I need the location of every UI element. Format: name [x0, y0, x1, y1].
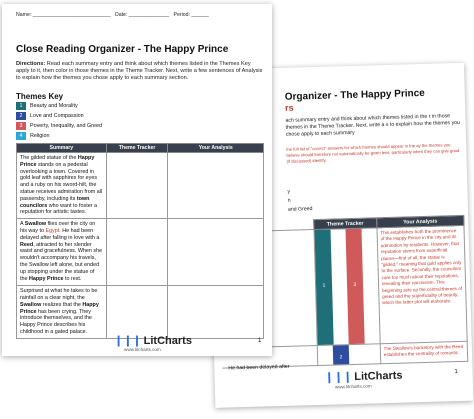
table-header-theme-tracker: Theme Tracker	[106, 144, 168, 153]
back-theme-tracker-cell	[317, 344, 380, 366]
themes-key-heading: Themes Key	[16, 92, 64, 101]
table-header-analysis: Your Analysis	[168, 144, 264, 153]
theme-key-item	[16, 122, 216, 130]
back-last-line: He had been delayed after	[228, 363, 290, 372]
theme-swatch-4: 4	[16, 132, 26, 140]
summary-cell: Surprised at what he takes to be rainfall on a clear night, the Swallow realizes that the Happy Prince has been crying. They introduce themselves, and the Happy Prince describes his childhood in a gated palace.	[17, 286, 107, 339]
litcharts-logo-icon: ❙❙❙	[114, 335, 142, 347]
theme-swatch-3: 3	[16, 122, 26, 130]
period-field: Period: ______	[173, 12, 209, 18]
theme-tracker-cell[interactable]	[106, 153, 168, 219]
back-analysis-cell: The Swallow's backstory with the Reed establishes the centrality of romantic	[380, 341, 468, 363]
theme-label: Beauty and Morality	[30, 103, 78, 109]
theme-label: Religion	[30, 133, 50, 139]
back-page-subtitle: rs	[284, 102, 294, 113]
back-page-directions: ach summary entry and think about which themes listed in the r in those themes in the Theme Tracker. Next, write a s to explain how the themes you chose apply to each summary	[285, 113, 461, 138]
date-field: Date: ______________	[114, 12, 170, 18]
back-footer-url: www.litcharts.com	[334, 383, 372, 390]
back-key-fragment: y	[287, 188, 291, 195]
analysis-cell[interactable]	[168, 153, 264, 219]
theme-label: Poverty, Inequality, and Greed	[30, 123, 103, 129]
directions-label: Directions:	[16, 61, 46, 67]
back-table-header-tracker: Theme Tracker	[314, 218, 377, 230]
table-row	[17, 286, 264, 339]
summary-cell: The gilded statue of the Happy Prince stands on a pedestal overlooking a town. Covered in gold leaf with sapphires for eyes and a ruby on his sword-hilt, the statue receives admiration from all passersby, including its town councilors who want to foster a reputation for artistic tastes.	[17, 153, 107, 219]
worksheet-header	[16, 12, 209, 18]
table-row	[17, 153, 264, 219]
back-page-teacher-note: the full list of "correct" answers for which themes should appear in the ay the themes you believe should therefore not automatically be given less, particularly when they can give good (if discussed) identify.	[286, 142, 460, 164]
back-tracker-bar-3: 3	[345, 229, 364, 344]
back-table-header-analysis: Your Analysis	[376, 215, 463, 227]
front-page-student-version	[2, 4, 272, 356]
analysis-cell[interactable]	[168, 286, 264, 339]
footer-url: www.litcharts.com	[124, 347, 161, 352]
theme-tracker-cell[interactable]	[106, 219, 168, 286]
page-title: Close Reading Organizer - The Happy Prince	[16, 44, 229, 55]
name-field: Name: ___________________________	[16, 12, 111, 18]
close-reading-table	[16, 143, 264, 339]
theme-swatch-2: 2	[16, 112, 26, 120]
directions	[16, 61, 264, 83]
theme-key-item	[16, 102, 216, 110]
theme-swatch-1: 1	[16, 102, 26, 110]
analysis-cell[interactable]	[168, 219, 264, 286]
egypt-link[interactable]: Egypt	[45, 227, 60, 234]
table-row	[17, 219, 264, 286]
back-litcharts-logo: ❙❙❙ LitCharts	[324, 369, 403, 384]
page-number: 1	[258, 338, 262, 344]
back-analysis-cell: This establishes both the prominence of the Happy Prince in the city and its admiration by residents. However, that reputation stems from superficial places—first of all, the statue is "gilded," meaning that gold applies only to the surface. Secondly, the councilors care too much about their reputations, revealing their narcissism. This beginning sets up the central themes of greed and the superficiality of beauty, which the latter plot will elaborate.	[377, 225, 467, 343]
theme-key-item	[16, 112, 216, 120]
table-header-summary: Summary	[17, 144, 107, 153]
back-tracker-bar-1: 1	[314, 230, 333, 345]
back-page-title: Organizer - The Happy Prince	[284, 87, 425, 103]
summary-cell: A Swallow flies over the city on his way to Egypt. He had been delayed after falling in love with a Reed, attracted to her slender waist and gracefulness. When she wouldn't accompany his travels, the Swallow left alone, but ended up stopping under the statue of the Happy Prince to rest.	[17, 219, 107, 286]
back-key-fragment: and Greed	[287, 206, 313, 213]
back-key-fragment: n	[287, 197, 291, 204]
back-page-number: 1	[454, 369, 458, 376]
litcharts-logo-icon: ❙❙❙	[324, 371, 353, 384]
directions-text: Read each summary entry and think about which themes listed in the Themes Key apply to it, then color in those themes in the Theme Tracker. Next, write a few sentences of Analysis to explain how the themes you chose apply to each summary section.	[16, 61, 263, 82]
theme-tracker-cell[interactable]	[106, 286, 168, 339]
litcharts-logo: ❙❙❙ LitCharts	[114, 335, 192, 347]
theme-key-item	[16, 132, 216, 140]
back-theme-tracker-cell	[314, 228, 380, 346]
theme-label: Love and Compassion	[30, 113, 84, 119]
back-tracker-bar-2: 2	[333, 345, 350, 364]
